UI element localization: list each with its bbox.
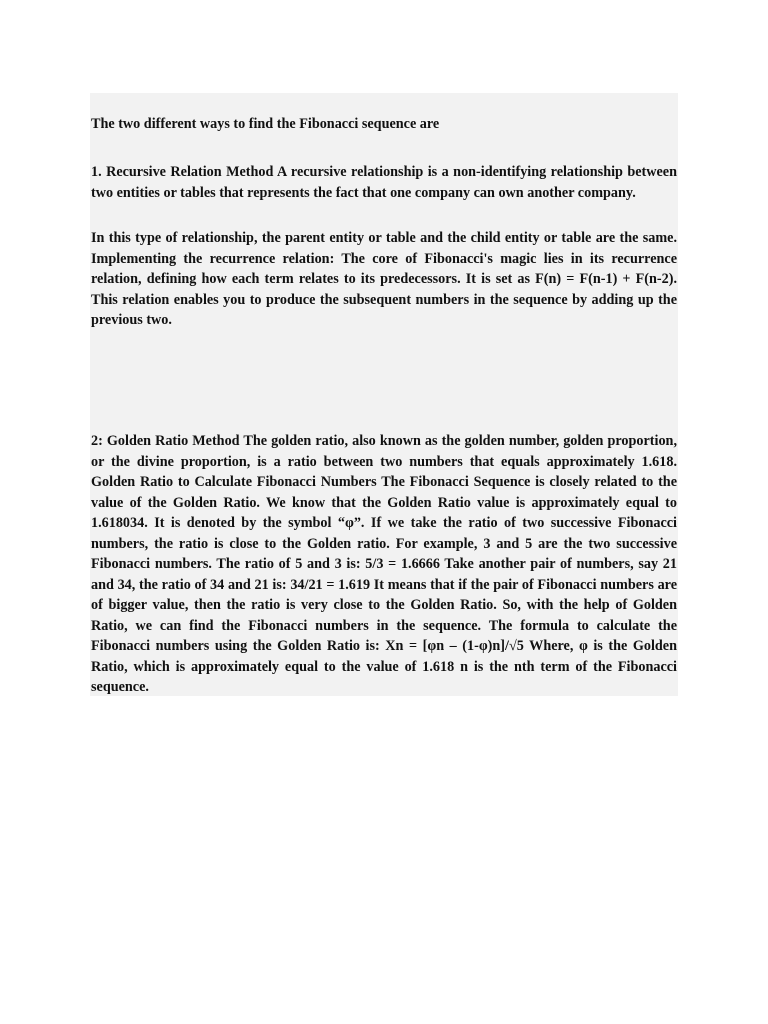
paragraph-golden-ratio-method: 2: Golden Ratio Method The golden ratio, also known as the golden number, golden proportion, or the divine proportion, is a ratio between two numbers that equals approximately 1.618. Golden Ratio to Calculate Fibonacci Numbers The Fibonacci Sequence is closely related to the value of the Golden Ratio. We know that the Golden Ratio value is approximately equal to 1.618034. It is denoted by the symbol “φ”. If we take the ratio of two successive Fibonacci numbers, the ratio is close to the Golden ratio. For example, 3 and 5 are the two successive Fibonacci numbers. The ratio of 5 and 3 is: 5/3 = 1.6666 Take another pair of numbers, say 21 and 34, the ratio of 34 and 21 is: 34/21 = 1.619 It means that if the pair of Fibonacci numbers are of bigger value, then the ratio is very close to the Golden Ratio. So, with the help of Golden Ratio, we can find the Fibonacci numbers in the sequence. The formula to calculate the Fibonacci numbers using the Golden Ratio is: Xn = [φn – (1-φ)n]/√5 Where, φ is the Golden Ratio, which is approximately equal to the value of 1.618 n is the nth term of the Fibonacci sequence.: [91, 433, 677, 695]
document-heading: The two different ways to find the Fibonacci sequence are: [91, 116, 440, 132]
paragraph-recursive-method: 1. Recursive Relation Method A recursive relationship is a non-identifying relationship between two entities or tables that represents the fact that one company can own another company.: [91, 164, 677, 201]
paragraph-recurrence-relation: In this type of relationship, the parent entity or table and the child entity or table are the same. Implementing the recurrence relation: The core of Fibonacci's magic lies in its recurrence relation, defining how each term relates to its predecessors. It is set as F(n) = F(n-1) + F(n-2). This relation enables you to produce the subsequent numbers in the sequence by adding up the previous two.: [91, 230, 677, 328]
